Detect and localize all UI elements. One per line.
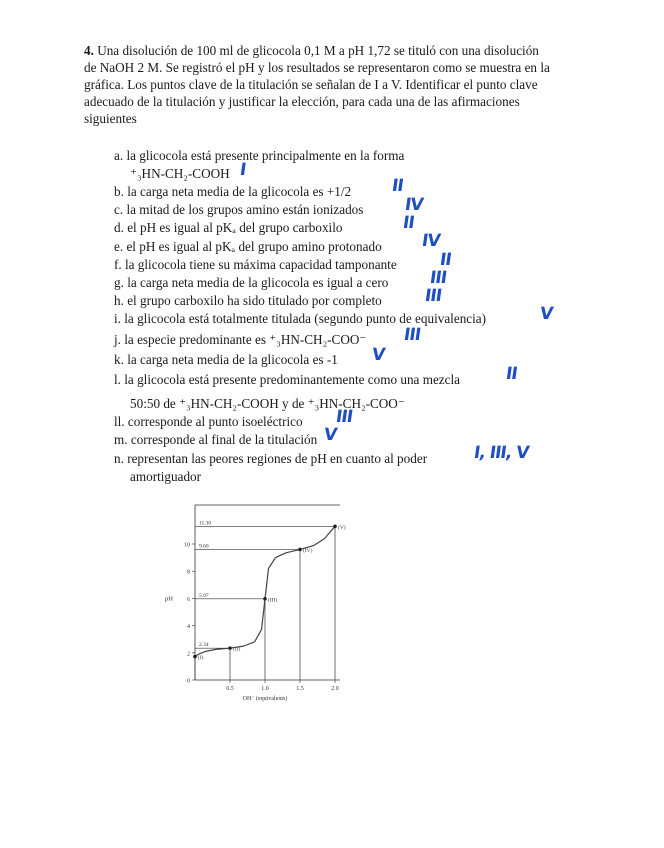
answer-h: III bbox=[423, 286, 443, 306]
y-axis-label: pH bbox=[165, 595, 173, 603]
item-i: i. la glicocola está totalmente titulada (segundo punto de equivalencia) bbox=[114, 311, 487, 326]
item-g: g. la carga neta media de la glicocola es igual a cero bbox=[114, 275, 389, 290]
y-tick-label: 4 bbox=[187, 624, 190, 631]
answer-l: II bbox=[504, 364, 519, 384]
item-l-formula: 50:50 de ⁺₃HN-CH₂-COOH y de ⁺₃HN-CH₂-COO⁻ bbox=[130, 396, 405, 411]
problem-text: Una disolución de 100 ml de glicocola 0,1 M a pH 1,72 se tituló con una disolución de NaOH 2 M. Se registró el pH y los resultados se representaron como se muestra en la gráfica. Los puntos clave de la titulación se señalan de I a V. Identificar el punto clave adecuado de la titulación y justificar la elección, para cada una de las afirmaciones siguientes bbox=[84, 43, 550, 126]
item-k: k. la carga neta media de la glicocola es -1 bbox=[114, 352, 338, 367]
x-tick-label: 2.0 bbox=[331, 686, 339, 692]
answer-a: I bbox=[238, 160, 247, 180]
annotation-value: 11.30 bbox=[199, 520, 212, 527]
item-a-formula: ⁺₃HN-CH₂-COOH bbox=[130, 166, 230, 181]
x-tick-label: 0.5 bbox=[226, 686, 234, 692]
key-point-label: (I) bbox=[198, 655, 204, 662]
key-point-marker bbox=[333, 525, 337, 529]
annotation-value: 9.60 bbox=[199, 543, 209, 550]
titration-chart bbox=[150, 500, 370, 710]
y-tick-label: 10 bbox=[184, 542, 190, 549]
problem-statement bbox=[84, 42, 554, 127]
answer-n: I, III, V bbox=[472, 443, 530, 463]
x-tick-label: 1.5 bbox=[296, 686, 304, 692]
key-point-label: (V) bbox=[338, 524, 346, 531]
key-point-label: (IV) bbox=[303, 547, 313, 554]
item-h: h. el grupo carboxilo ha sido titulado por completo bbox=[114, 293, 382, 308]
x-axis-label: OH⁻ (equivalents) bbox=[242, 696, 288, 702]
item-n: n. representan las peores regiones de pH en cuanto al poder bbox=[114, 451, 428, 466]
item-e: e. el pH es igual al pKₐ del grupo amino protonado bbox=[114, 239, 382, 254]
item-d: d. el pH es igual al pKₐ del grupo carboxilo bbox=[114, 220, 343, 235]
answer-g: III bbox=[428, 268, 448, 288]
x-tick-label: 1.0 bbox=[261, 686, 269, 692]
key-point-marker bbox=[298, 548, 302, 552]
answer-j: III bbox=[402, 325, 422, 345]
answer-e: IV bbox=[420, 231, 441, 251]
answer-m: V bbox=[322, 425, 338, 445]
y-tick-label: 6 bbox=[187, 596, 190, 603]
annotation-value: 2.34 bbox=[199, 642, 209, 649]
item-m: m. corresponde al final de la titulación bbox=[114, 432, 318, 447]
answer-b: II bbox=[390, 176, 405, 196]
problem-number: 4. bbox=[84, 43, 94, 58]
y-tick-label: 0 bbox=[187, 678, 190, 685]
key-point-label: (II) bbox=[233, 646, 241, 653]
y-tick-label: 8 bbox=[187, 569, 190, 576]
annotation-value: 5.97 bbox=[199, 592, 209, 599]
item-c: c. la mitad de los grupos amino están ionizados bbox=[114, 202, 364, 217]
key-point-marker bbox=[263, 597, 267, 601]
key-point-marker bbox=[228, 646, 232, 650]
answer-c: IV bbox=[403, 195, 424, 215]
answer-k: V bbox=[370, 345, 386, 365]
item-b: b. la carga neta media de la glicocola es +1/2 bbox=[114, 184, 352, 199]
y-tick-label: 2 bbox=[187, 651, 190, 658]
item-ll: ll. corresponde al punto isoeléctrico bbox=[114, 414, 303, 429]
item-a: a. la glicocola está presente principalmente en la forma bbox=[114, 148, 405, 163]
key-point-marker bbox=[193, 655, 197, 659]
answer-i: V bbox=[538, 304, 554, 324]
item-l: l. la glicocola está presente predominantemente como una mezcla bbox=[114, 372, 461, 387]
answer-f: II bbox=[438, 250, 453, 270]
item-f: f. la glicocola tiene su máxima capacidad tamponante bbox=[114, 257, 397, 272]
answer-d: II bbox=[401, 213, 416, 233]
key-point-label: (III) bbox=[268, 597, 278, 604]
item-n-cont: amortiguador bbox=[130, 469, 202, 484]
item-j: j. la especie predominante es ⁺₃HN-CH₂-COO⁻ bbox=[114, 332, 367, 347]
answer-ll: III bbox=[334, 407, 354, 427]
